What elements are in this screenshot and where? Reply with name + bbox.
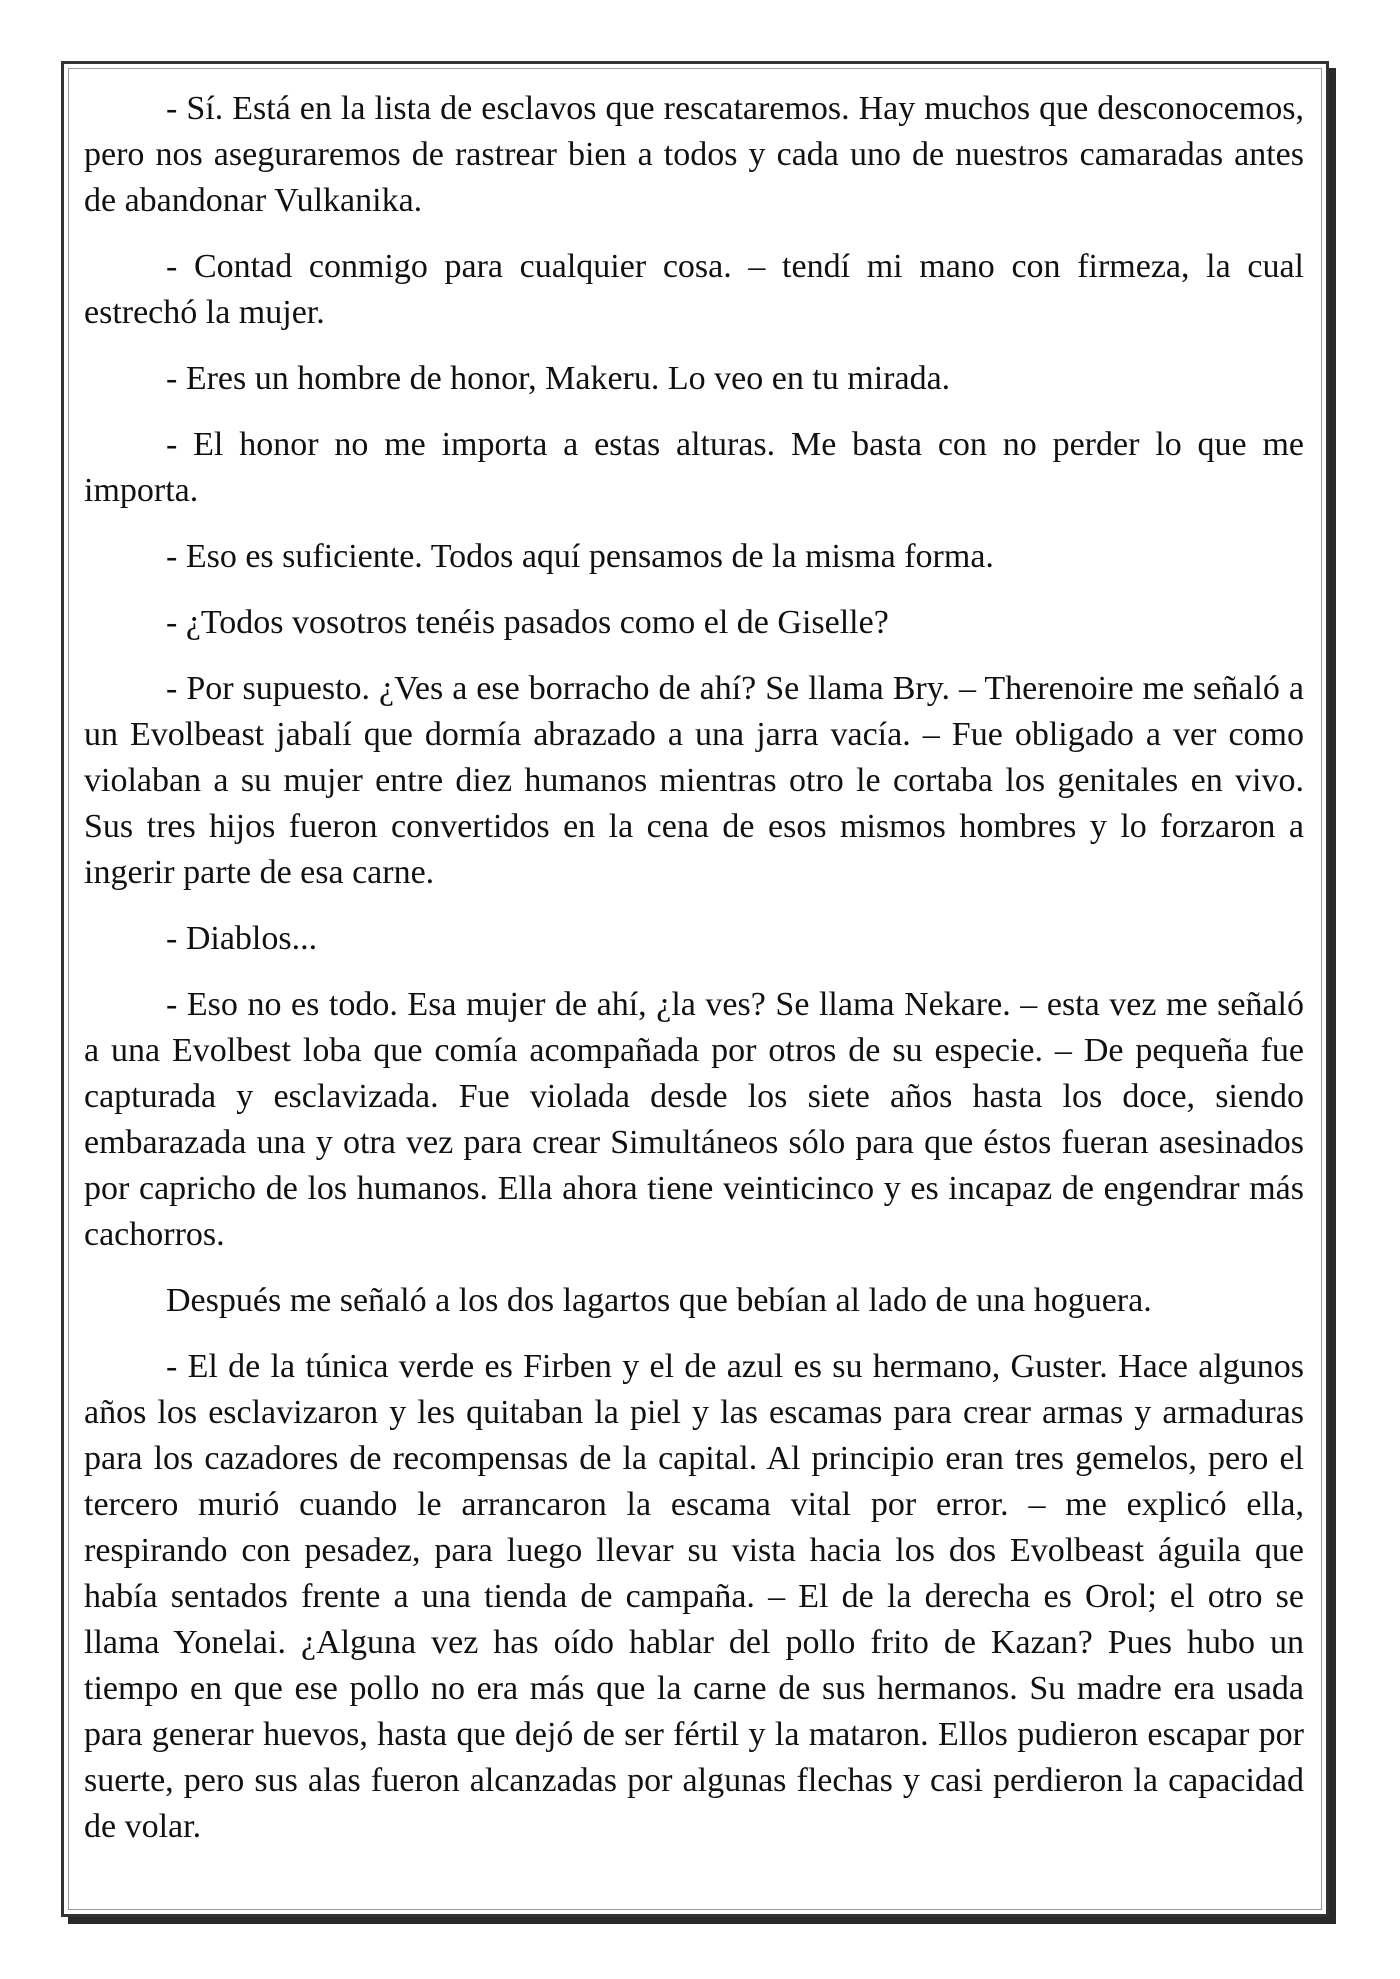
- paragraph: - Contad conmigo para cualquier cosa. – tendí mi mano con firmeza, la cual estrechó la mujer.: [84, 248, 1304, 331]
- paragraph: - El de la túnica verde es Firben y el de azul es su hermano, Guster. Hace algunos años los esclavizaron y les quitaban la piel y las escamas para crear armas y armaduras para los cazadores de recompensas de la capital. Al principio eran tres gemelos, pero el tercero murió cuando le arrancaron la escama vital por error. – me explicó ella, respirando con pesadez, para luego llevar su vista hacia los dos Evolbeast águila que había sentados frente a una tienda de campaña. – El de la derecha es Orol; el otro se llama Yonelai. ¿Alguna vez has oído hablar del pollo frito de Kazan? Pues hubo un tiempo en que ese pollo no era más que la carne de sus hermanos. Su madre era usada para generar huevos, hasta que dejó de ser fértil y la mataron. Ellos pudieron escapar por suerte, pero sus alas fueron alcanzadas por algunas flechas y casi perdieron la capacidad de volar.: [84, 1348, 1304, 1845]
- page-frame: [61, 61, 1329, 1917]
- paragraph: - Eso no es todo. Esa mujer de ahí, ¿la ves? Se llama Nekare. – esta vez me señaló a una Evolbest loba que comía acompañada por otros de su especie. – De pequeña fue capturada y esclavizada. Fue violada desde los siete años hasta los doce, siendo embarazada una y otra vez para crear Simultáneos sólo para que éstos fueran asesinados por capricho de los humanos. Ella ahora tiene veinticinco y es incapaz de engendrar más cachorros.: [84, 986, 1304, 1253]
- paragraph: - ¿Todos vosotros tenéis pasados como el de Giselle?: [166, 604, 889, 641]
- paragraph: - Por supuesto. ¿Ves a ese borracho de ahí? Se llama Bry. – Therenoire me señaló a un Evolbeast jabalí que dormía abrazado a una jarra vacía. – Fue obligado a ver como violaban a su mujer entre diez humanos mientras otro le cortaba los genitales en vivo. Sus tres hijos fueron convertidos en la cena de esos mismos hombres y lo forzaron a ingerir parte de esa carne.: [84, 670, 1304, 891]
- paragraph: - Diablos...: [166, 920, 318, 957]
- document-text: [84, 86, 1304, 1850]
- paragraph: Después me señaló a los dos lagartos que bebían al lado de una hoguera.: [166, 1282, 1152, 1319]
- paragraph: - Sí. Está en la lista de esclavos que rescataremos. Hay muchos que desconocemos, pero nos aseguraremos de rastrear bien a todos y cada uno de nuestros camaradas antes de abandonar Vulkanika.: [84, 90, 1304, 219]
- paragraph: - Eres un hombre de honor, Makeru. Lo veo en tu mirada.: [166, 360, 951, 397]
- paragraph: - El honor no me importa a estas alturas. Me basta con no perder lo que me importa.: [84, 426, 1304, 509]
- paragraph: - Eso es suficiente. Todos aquí pensamos de la misma forma.: [166, 538, 994, 575]
